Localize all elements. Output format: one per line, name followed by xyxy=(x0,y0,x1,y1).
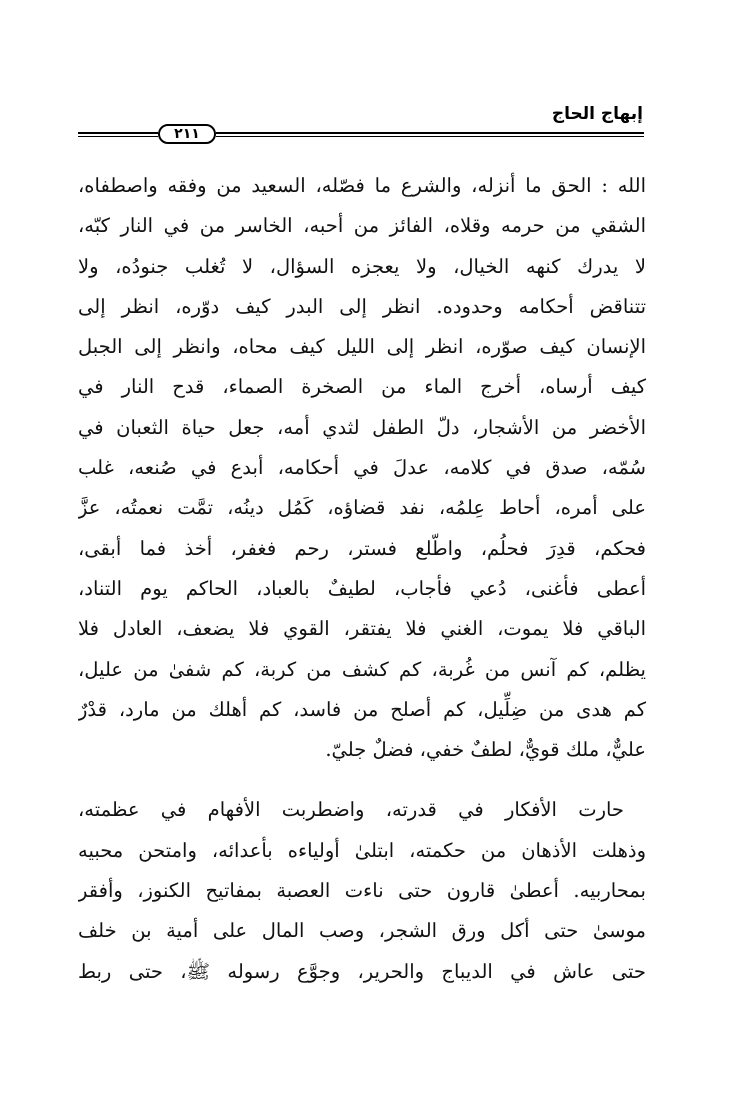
text-line: بمحاربيه. أعطىٰ قارون حتى ناءت العصبة بمفاتيح الكنوز، وأفقر xyxy=(78,879,646,903)
text-line: حتى عاش في الديباج والحرير، وجوَّع رسوله ﷺ، حتى ربط xyxy=(78,959,646,983)
text-line: تتناقض أحكامه وحدوده. انظر إلى البدر كيف دوّره، انظر إلى xyxy=(78,294,646,318)
text-line: كم هدى من ضِلِّيل، كم أصلح من فاسد، كم أهلك من مارد، قدْرٌ xyxy=(78,697,646,721)
paragraph-1 xyxy=(78,166,646,770)
paragraph-2 xyxy=(78,790,646,991)
text-line: الشقي من حرمه وقلاه، الفائز من أحبه، الخاسر من في النار كبّه، xyxy=(78,214,646,238)
text-line: حارت الأفكار في قدرته، واضطربت الأفهام في عظمته، xyxy=(78,798,624,822)
body-text xyxy=(78,166,646,992)
header-rule-left-line xyxy=(78,132,158,137)
text-line: عليٌّ، ملك قويٌّ، لطفٌ خفي، فضلٌ جليّ. xyxy=(325,738,646,762)
page-number: ٢١١ xyxy=(158,124,216,144)
text-line: موسىٰ حتى أكل ورق الشجر، وصب المال على أمية بن خلف xyxy=(78,919,646,943)
text-line: الباقي فلا يموت، الغني فلا يفتقر، القوي فلا يضعف، العادل فلا xyxy=(78,617,646,641)
text-line: الأخضر من الأشجار، دلّ الطفل لثدي أمه، جعل حياة الثعبان في xyxy=(78,415,646,439)
header-rule xyxy=(78,124,644,146)
paragraph-gap xyxy=(78,770,646,790)
text-line: كيف أرساه، أخرج الماء من الصخرة الصماء، قدح النار في xyxy=(78,375,646,399)
text-line: الله : الحق ما أنزله، والشرع ما فصّله، السعيد من وفقه واصطفاه، xyxy=(78,174,646,197)
text-line: أعطى فأغنى، دُعي فأجاب، لطيفٌ بالعباد، الحاكم يوم التناد، xyxy=(78,576,646,600)
header-rule-right-line xyxy=(216,132,644,137)
text-line: وذهلت الأذهان من حكمته، ابتلىٰ أولياءه بأعدائه، وامتحن محبيه xyxy=(78,838,646,862)
text-line: فحكم، قدِرَ فحلُم، واطّلع فستر، رحم فغفر، أخذ فما أبقى، xyxy=(78,536,646,560)
text-line: سُمّه، صدق في كلامه، عدلَ في أحكامه، أبدع في صُنعه، غلب xyxy=(78,456,646,480)
text-line: الإنسان كيف صوّره، انظر إلى الليل كيف محاه، وانظر إلى الجبل xyxy=(78,335,646,359)
text-line: يظلم، كم آنس من غُربة، كم كشف من كربة، كم شفىٰ من عليل، xyxy=(78,657,646,681)
text-line: على أمره، أحاط عِلمُه، نفد قضاؤه، كَمُل دينُه، تمَّت نعمتُه، عزَّ xyxy=(78,496,646,520)
text-line: لا يدرك كنهه الخيال، ولا يعجزه السؤال، لا تُغلب جنودُه، ولا xyxy=(78,254,646,278)
running-title: إبهاج الحاج xyxy=(551,104,643,124)
